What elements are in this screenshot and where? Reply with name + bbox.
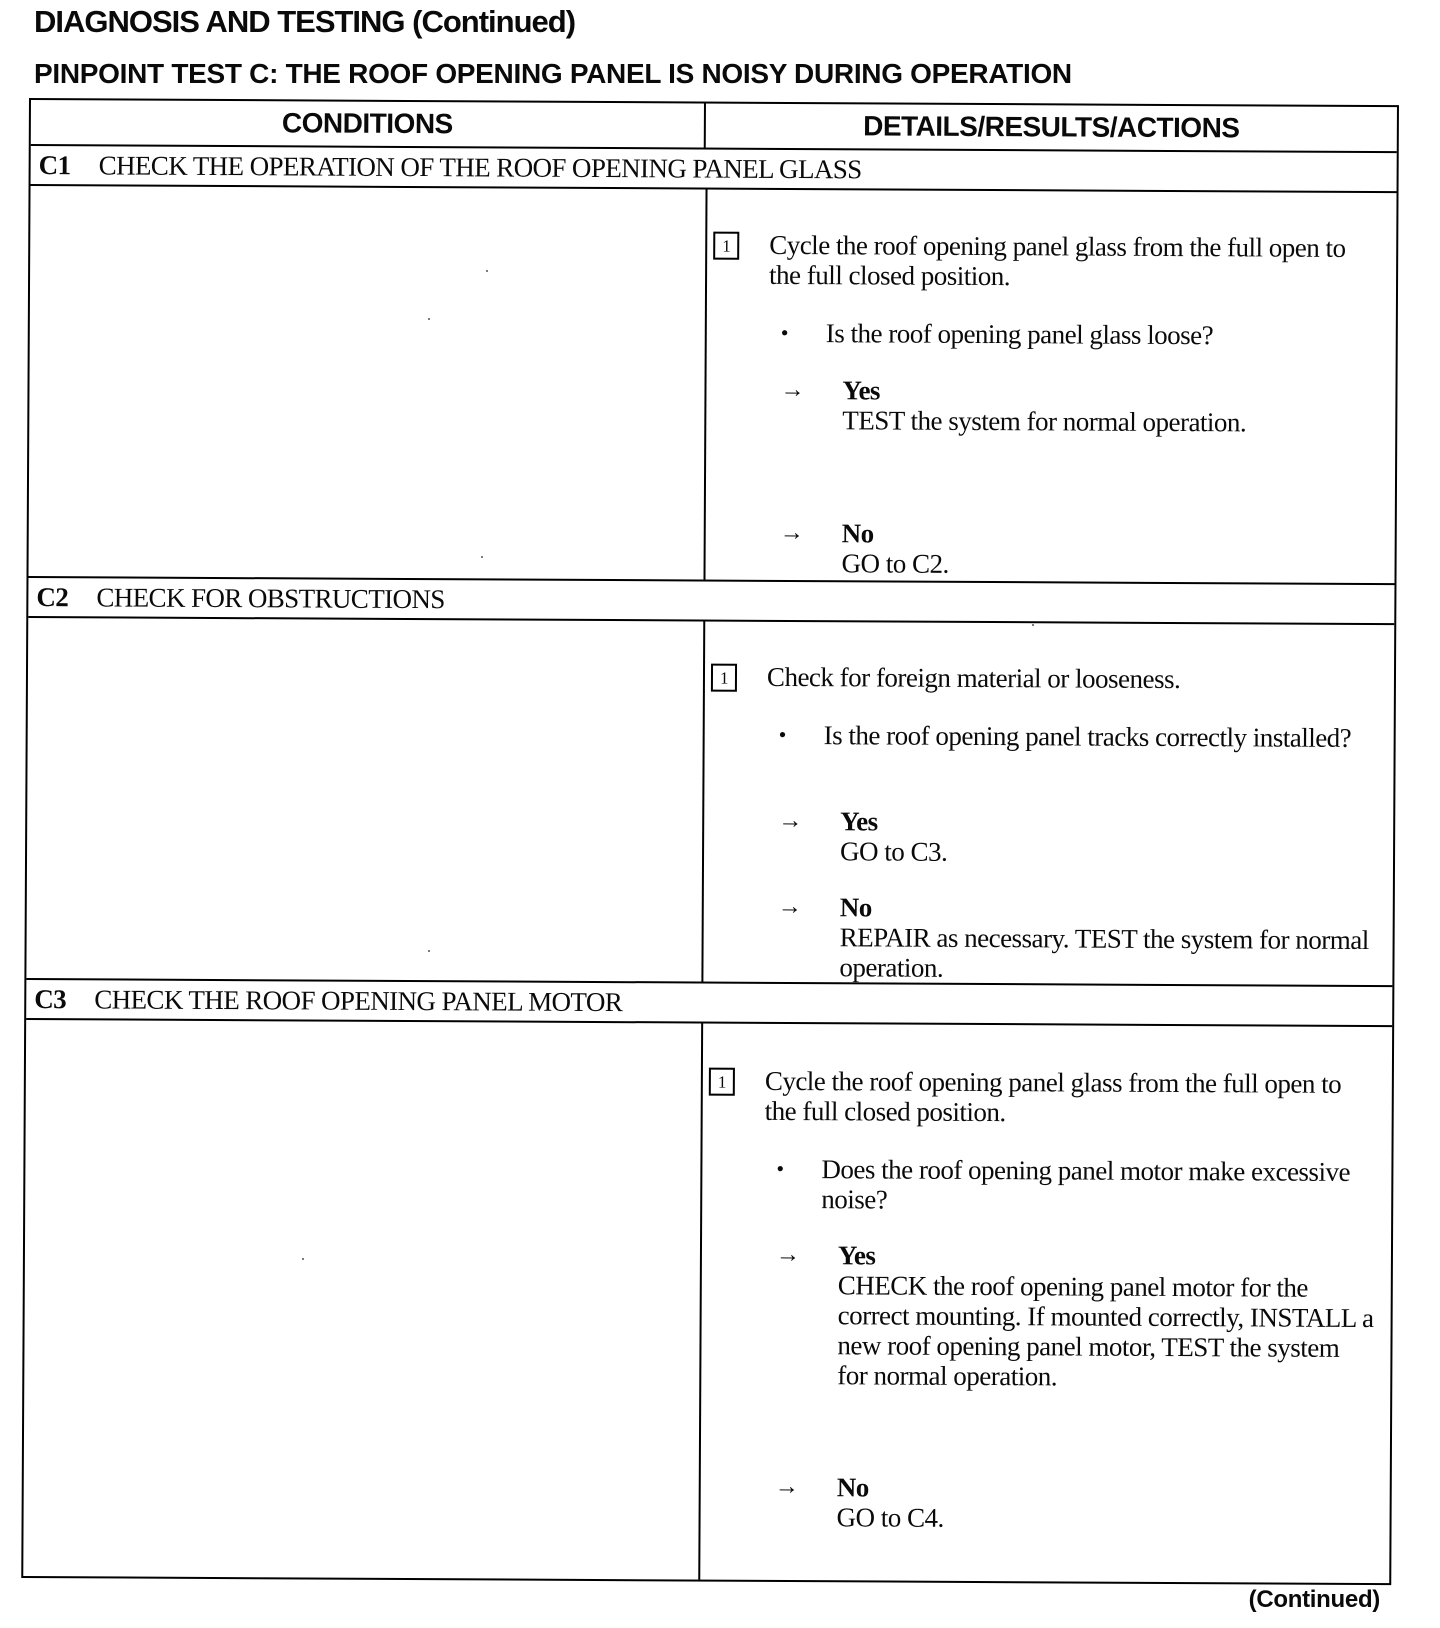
yes-label: Yes [837,1240,876,1271]
step-c1-title: CHECK THE OPERATION OF THE ROOF OPENING PANEL GLASS [98,149,862,184]
arrow-right-icon: → [774,1473,799,1501]
page-title: DIAGNOSIS AND TESTING (Continued) [34,4,576,39]
bullet-icon: • [778,721,786,747]
step-c2-no-answer [777,892,1376,985]
step-c2-body [26,618,1394,987]
step-c2-id: C2 [36,581,69,612]
bullet-icon: • [776,1155,784,1181]
step-c3-yes-text: CHECK the roof opening panel motor for the correct mounting. If mounted correctly, INSTALL a new roof opening panel motor, TEST the system for normal operation. [837,1270,1374,1392]
step-c3-no-answer [775,1472,1374,1535]
step-c1-action-text: Cycle the roof opening panel glass from the full open to the full closed position. [769,229,1346,292]
step-c1-details [711,190,1380,583]
step-c1-action [713,230,1380,293]
step-c2-action [711,662,1378,695]
step-c2-title: CHECK FOR OBSTRUCTIONS [96,581,445,614]
column-divider [698,1024,703,1580]
step-c1-body [28,186,1396,585]
step-c3-title-row [26,980,1392,1027]
table-header-row [31,100,1397,153]
step-c3-details [706,1024,1376,1583]
details-header: DETAILS/RESULTS/ACTIONS [863,110,1240,144]
pinpoint-test-table [21,98,1399,1585]
step-c1-title-row [31,146,1397,193]
step-c3-yes-answer [775,1240,1375,1393]
arrow-right-icon: → [778,807,802,835]
step-c1-action-number: 1 [713,232,739,260]
step-c3-action [709,1066,1376,1129]
step-c1-question-text: Is the roof opening panel glass loose? [825,318,1214,351]
scan-speck [428,318,430,320]
scan-speck [486,270,488,272]
scan-speck [428,950,430,952]
yes-label: Yes [840,806,878,837]
step-c2-action-text: Check for foreign material or looseness. [766,661,1181,695]
step-c1-yes-answer [780,375,1379,438]
column-divider [701,622,705,982]
step-c1-yes-text: TEST the system for normal operation. [842,405,1247,438]
no-label: No [839,892,872,923]
arrow-right-icon: → [780,376,805,404]
column-divider [703,190,707,580]
no-label: No [836,1472,869,1503]
pinpoint-test-title: PINPOINT TEST C: THE ROOF OPENING PANEL IS NOISY DURING OPERATION [34,58,1072,89]
conditions-header: CONDITIONS [31,100,706,148]
step-c1-question [781,318,1380,351]
no-label: No [841,518,874,549]
arrow-right-icon: → [779,519,804,547]
step-c3-body [23,1020,1392,1583]
step-c1-no-text: GO to C2. [841,548,949,579]
step-c2-yes-text: GO to C3. [839,836,948,867]
step-c3-action-number: 1 [709,1068,735,1096]
step-c3-action-text: Cycle the roof opening panel glass from the full open to the full closed position. [764,1065,1342,1128]
step-c2-yes-answer [778,806,1377,869]
step-c2-question [779,720,1378,753]
step-c2-question-text: Is the roof opening panel tracks correctly installed? [823,720,1352,753]
yes-label: Yes [842,375,881,406]
step-c3-question [776,1154,1375,1217]
step-c1-no-answer [779,518,1378,581]
scan-speck [302,1258,304,1260]
step-c2-action-number: 1 [711,664,737,692]
arrow-right-icon: → [777,893,802,921]
step-c3-question-text: Does the roof opening panel motor make excessive noise? [821,1154,1351,1215]
scan-speck [481,556,483,558]
step-c3-title: CHECK THE ROOF OPENING PANEL MOTOR [94,983,623,1017]
scan-speck [1032,624,1034,626]
step-c2-no-text: REPAIR as necessary. TEST the system for normal operation. [839,922,1369,983]
bullet-icon: • [780,319,789,345]
continued-footer: (Continued) [1248,1586,1380,1613]
step-c3-id: C3 [34,983,67,1014]
step-c3-no-text: GO to C4. [836,1502,944,1533]
step-c2-details [709,622,1378,985]
arrow-right-icon: → [775,1241,800,1269]
step-c1-id: C1 [38,149,71,180]
